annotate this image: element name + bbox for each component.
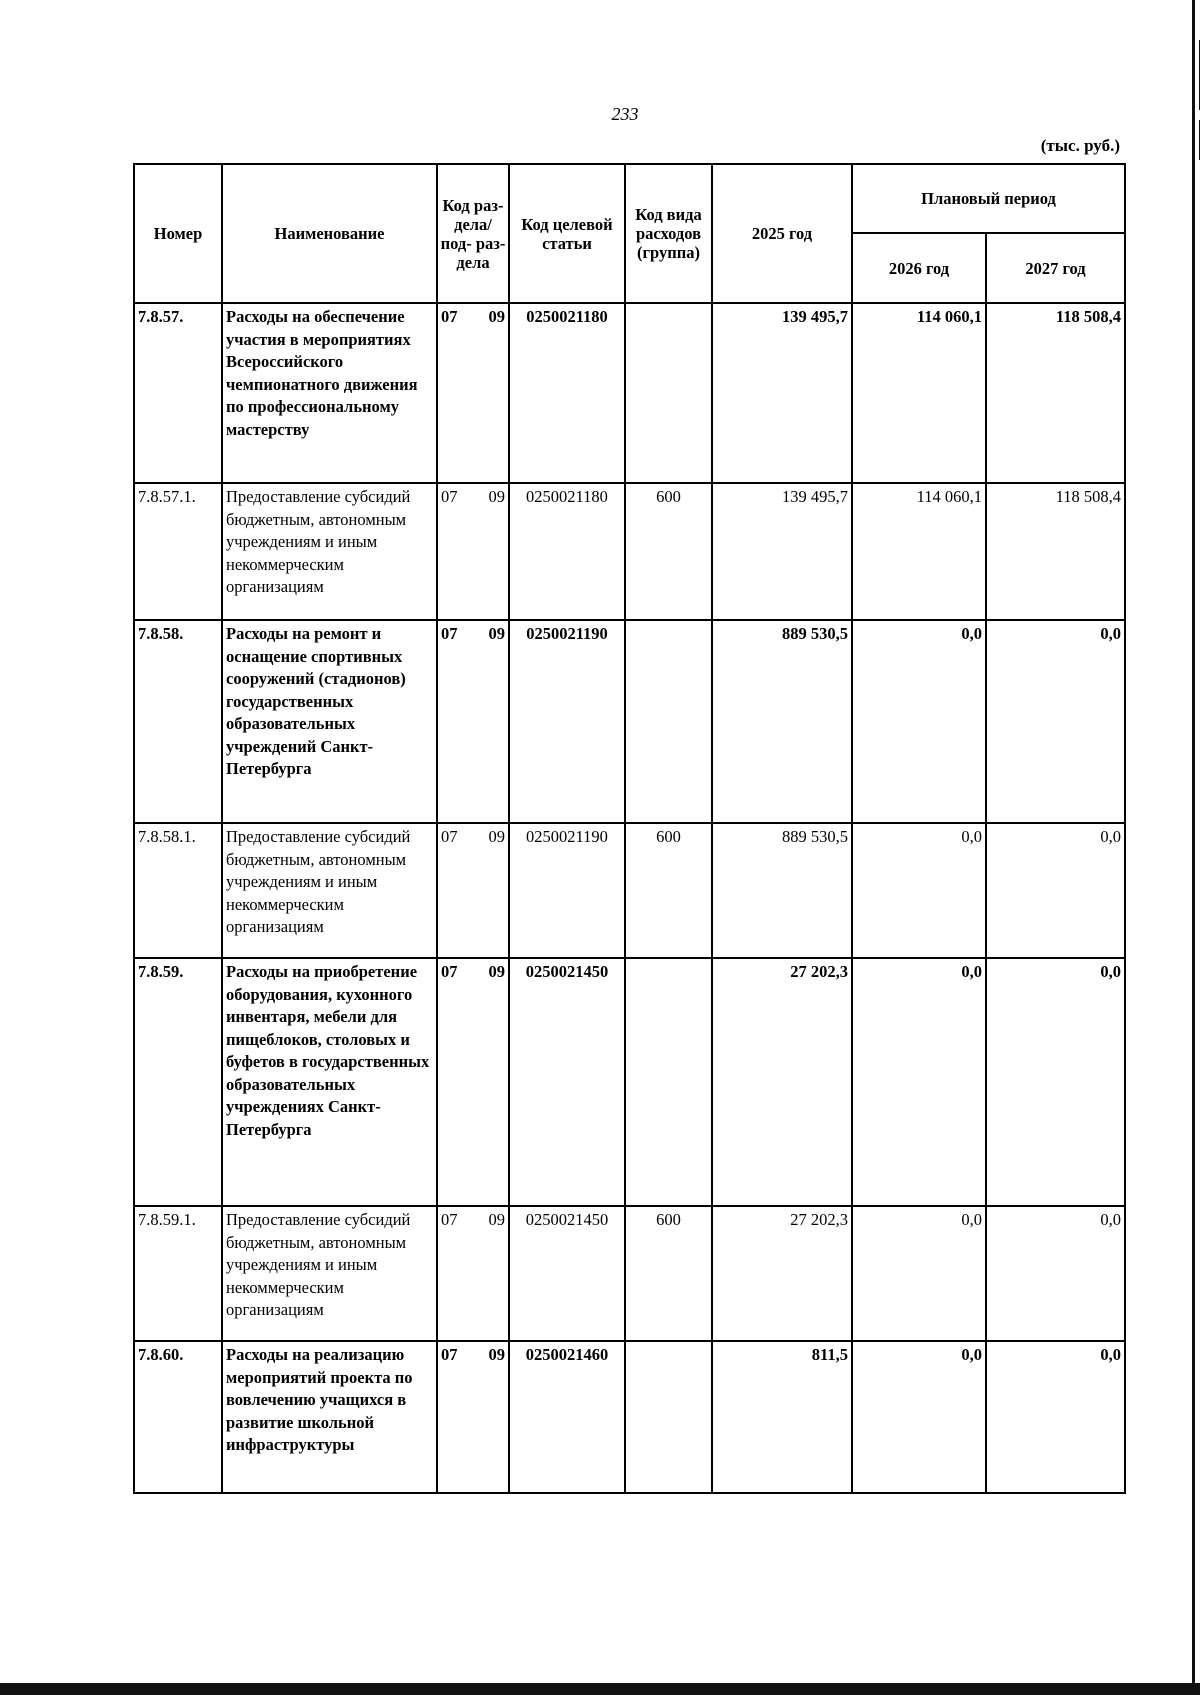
table-row bbox=[134, 483, 1125, 620]
table-row bbox=[134, 823, 1125, 958]
row-razdel bbox=[437, 823, 509, 958]
row-name: Предоставление субсидий бюджетным, автономным учреждениям и иным некоммерческим организациям bbox=[222, 823, 437, 958]
row-2026: 0,0 bbox=[852, 1341, 986, 1493]
row-target: 0250021190 bbox=[509, 823, 625, 958]
row-2027: 0,0 bbox=[986, 823, 1125, 958]
row-target: 0250021190 bbox=[509, 620, 625, 823]
row-podrazdel-code: 09 bbox=[488, 1210, 505, 1229]
row-razdel-code: 07 bbox=[441, 624, 458, 643]
row-razdel bbox=[437, 958, 509, 1206]
table-row bbox=[134, 620, 1125, 823]
table-row bbox=[134, 1341, 1125, 1493]
row-number: 7.8.59.1. bbox=[134, 1206, 222, 1341]
row-expense-type bbox=[625, 303, 712, 483]
row-name: Расходы на ремонт и оснащение спортивных сооружений (стадионов) государственных образовательных учреждений Санкт-Петербурга bbox=[222, 620, 437, 823]
row-2026: 0,0 bbox=[852, 620, 986, 823]
scan-right-edge bbox=[1192, 0, 1200, 1695]
row-razdel-code: 07 bbox=[441, 307, 458, 326]
row-2025: 27 202,3 bbox=[712, 1206, 852, 1341]
row-number: 7.8.57. bbox=[134, 303, 222, 483]
row-razdel bbox=[437, 620, 509, 823]
row-2025: 889 530,5 bbox=[712, 823, 852, 958]
header-planned-period: Плановый период bbox=[852, 164, 1125, 233]
header-2026: 2026 год bbox=[852, 233, 986, 303]
row-number: 7.8.58.1. bbox=[134, 823, 222, 958]
row-name: Предоставление субсидий бюджетным, автономным учреждениям и иным некоммерческим организациям bbox=[222, 1206, 437, 1341]
units-note: (тыс. руб.) bbox=[1040, 136, 1120, 155]
row-name: Расходы на приобретение оборудования, кухонного инвентаря, мебели для пищеблоков, столовых и буфетов в государственных образовательных учреждениях Санкт-Петербурга bbox=[222, 958, 437, 1206]
row-podrazdel-code: 09 bbox=[488, 487, 505, 506]
row-2025: 139 495,7 bbox=[712, 303, 852, 483]
row-target: 0250021180 bbox=[509, 303, 625, 483]
row-podrazdel-code: 09 bbox=[488, 962, 505, 981]
row-2027: 0,0 bbox=[986, 1206, 1125, 1341]
header-2025: 2025 год bbox=[712, 164, 852, 303]
row-razdel bbox=[437, 483, 509, 620]
header-name: Наименование bbox=[222, 164, 437, 303]
row-razdel bbox=[437, 303, 509, 483]
row-razdel bbox=[437, 1341, 509, 1493]
row-target: 0250021450 bbox=[509, 958, 625, 1206]
row-target: 0250021180 bbox=[509, 483, 625, 620]
row-expense-type: 600 bbox=[625, 483, 712, 620]
row-number: 7.8.58. bbox=[134, 620, 222, 823]
row-2026: 114 060,1 bbox=[852, 303, 986, 483]
row-name: Предоставление субсидий бюджетным, автономным учреждениям и иным некоммерческим организациям bbox=[222, 483, 437, 620]
header-expense-type: Код вида расходов (группа) bbox=[625, 164, 712, 303]
row-razdel-code: 07 bbox=[441, 1210, 458, 1229]
row-razdel bbox=[437, 1206, 509, 1341]
row-expense-type bbox=[625, 620, 712, 823]
row-number: 7.8.57.1. bbox=[134, 483, 222, 620]
row-razdel-code: 07 bbox=[441, 487, 458, 506]
row-expense-type bbox=[625, 1341, 712, 1493]
row-2026: 0,0 bbox=[852, 823, 986, 958]
row-podrazdel-code: 09 bbox=[488, 827, 505, 846]
budget-table bbox=[133, 163, 1126, 1494]
row-2025: 889 530,5 bbox=[712, 620, 852, 823]
row-2027: 118 508,4 bbox=[986, 483, 1125, 620]
header-row bbox=[134, 164, 1125, 233]
header-2027: 2027 год bbox=[986, 233, 1125, 303]
row-podrazdel-code: 09 bbox=[488, 307, 505, 326]
row-expense-type: 600 bbox=[625, 1206, 712, 1341]
row-expense-type: 600 bbox=[625, 823, 712, 958]
row-podrazdel-code: 09 bbox=[488, 1345, 505, 1364]
row-2025: 811,5 bbox=[712, 1341, 852, 1493]
row-2025: 27 202,3 bbox=[712, 958, 852, 1206]
row-2027: 118 508,4 bbox=[986, 303, 1125, 483]
row-2027: 0,0 bbox=[986, 1341, 1125, 1493]
scan-bottom-edge bbox=[0, 1683, 1200, 1695]
row-2026: 0,0 bbox=[852, 958, 986, 1206]
row-name: Расходы на реализацию мероприятий проекта по вовлечению учащихся в развитие школьной инфраструктуры bbox=[222, 1341, 437, 1493]
row-razdel-code: 07 bbox=[441, 1345, 458, 1364]
table-row bbox=[134, 303, 1125, 483]
header-razdel: Код раз- дела/ под- раз- дела bbox=[437, 164, 509, 303]
table-row bbox=[134, 958, 1125, 1206]
header-number: Номер bbox=[134, 164, 222, 303]
row-target: 0250021450 bbox=[509, 1206, 625, 1341]
row-number: 7.8.60. bbox=[134, 1341, 222, 1493]
row-podrazdel-code: 09 bbox=[488, 624, 505, 643]
table-row bbox=[134, 1206, 1125, 1341]
page-number: 233 bbox=[611, 104, 639, 124]
row-expense-type bbox=[625, 958, 712, 1206]
row-2027: 0,0 bbox=[986, 958, 1125, 1206]
row-2025: 139 495,7 bbox=[712, 483, 852, 620]
row-razdel-code: 07 bbox=[441, 962, 458, 981]
row-2027: 0,0 bbox=[986, 620, 1125, 823]
header-target: Код целевой статьи bbox=[509, 164, 625, 303]
row-razdel-code: 07 bbox=[441, 827, 458, 846]
row-2026: 114 060,1 bbox=[852, 483, 986, 620]
row-target: 0250021460 bbox=[509, 1341, 625, 1493]
row-2026: 0,0 bbox=[852, 1206, 986, 1341]
row-name: Расходы на обеспечение участия в мероприятиях Всероссийского чемпионатного движения по профессиональному мастерству bbox=[222, 303, 437, 483]
row-number: 7.8.59. bbox=[134, 958, 222, 1206]
